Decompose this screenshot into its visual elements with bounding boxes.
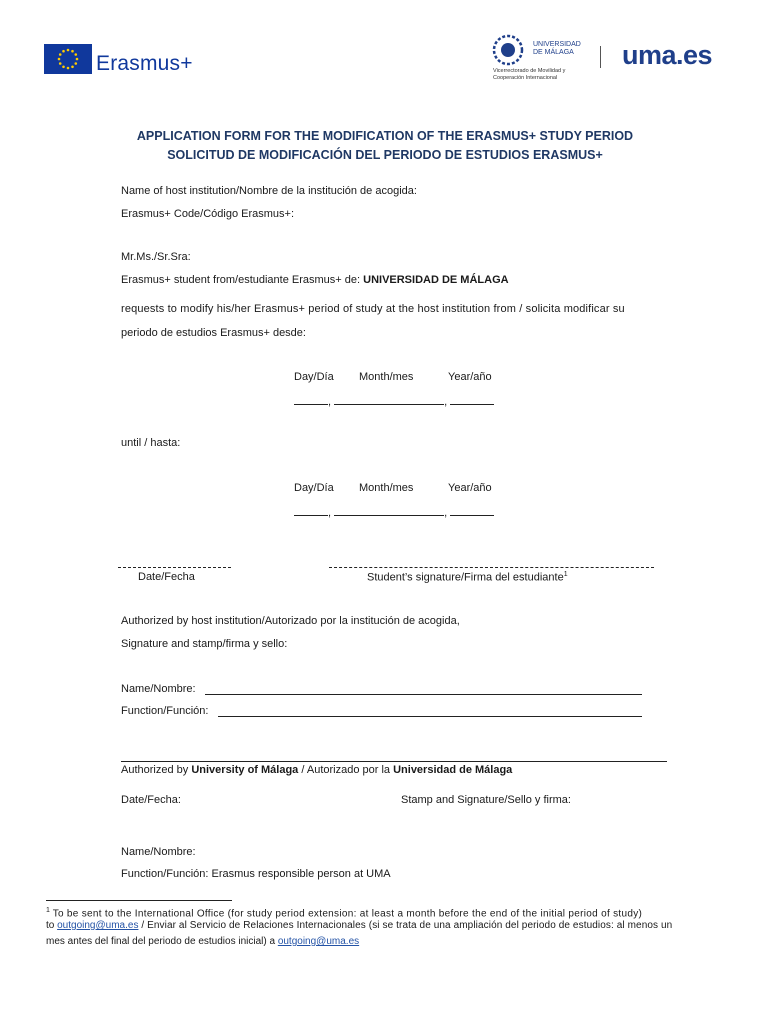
uma-es-logo: uma.es xyxy=(622,40,713,70)
mr-ms-label: Mr.Ms./Sr.Sra: xyxy=(121,251,191,263)
host-auth-line2: Signature and stamp/firma y sello: xyxy=(121,638,288,650)
section-divider xyxy=(121,761,667,762)
eu-star-icon xyxy=(74,62,77,65)
header-divider xyxy=(600,46,601,68)
email-link-2[interactable]: outgoing@uma.es xyxy=(277,936,360,947)
footnote-text2: / Enviar al Servicio de Relaciones Internacionales (si se trata de una ampliación del periodo de estudios: al menos un xyxy=(138,920,673,931)
uma-seal-icon xyxy=(492,34,528,69)
eu-star-icon xyxy=(67,67,70,70)
eu-star-icon xyxy=(76,58,79,61)
uma-auth-uni-en: University of Málaga xyxy=(191,764,299,776)
eu-star-icon xyxy=(71,65,74,68)
until-year-label: Year/año xyxy=(448,482,492,494)
student-signature-label xyxy=(367,571,568,584)
host-auth-line1: Authorized by host institution/Autorizado por la institución de acogida, xyxy=(121,615,460,627)
uma-auth-line xyxy=(121,764,512,776)
host-name-label: Name/Nombre: xyxy=(121,683,196,695)
until-label: until / hasta: xyxy=(121,437,181,449)
footnote-text3: mes antes del final del periodo de estudios inicial) a xyxy=(46,936,278,947)
footnote-line2 xyxy=(46,920,672,931)
until-date-blank[interactable]: , , xyxy=(294,505,494,519)
footnote-mark: 1 xyxy=(46,907,50,914)
eu-star-icon xyxy=(67,49,70,52)
erasmus-code-label: Erasmus+ Code/Código Erasmus+: xyxy=(121,208,295,220)
email-link-1[interactable]: outgoing@uma.es xyxy=(57,920,139,931)
eu-star-icon xyxy=(71,50,74,53)
request-text-line2: periodo de estudios Erasmus+ desde: xyxy=(121,327,306,339)
footnote-text1: To be sent to the International Office (for study period extension: at least a month before the end of the initial period of study) xyxy=(52,908,643,920)
uma-auth-middle: / Autorizado por la xyxy=(298,764,394,776)
from-date-blank[interactable]: , , xyxy=(294,394,494,408)
uma-auth-uni-es: Universidad de Málaga xyxy=(393,764,513,776)
footnote-separator xyxy=(46,900,232,901)
from-day-label: Day/Día xyxy=(294,371,334,383)
host-function-line[interactable] xyxy=(218,716,642,717)
uma-subtitle: Vicerrectorado de Movilidad y Cooperación Internacional xyxy=(493,68,566,81)
uma-auth-prefix: Authorized by xyxy=(121,764,192,776)
uma-stamp-label: Stamp and Signature/Sello y firma: xyxy=(401,794,571,806)
uma-function-label: Function/Función: Erasmus responsible person at UMA xyxy=(121,868,391,880)
form-title-en: APPLICATION FORM FOR THE MODIFICATION OF THE ERASMUS+ STUDY PERIOD xyxy=(136,129,634,143)
host-function-label: Function/Función: xyxy=(121,705,209,717)
until-month-label: Month/mes xyxy=(359,482,414,494)
student-from-university: UNIVERSIDAD DE MÁLAGA xyxy=(363,274,509,286)
eu-star-icon xyxy=(62,50,65,53)
eu-star-icon xyxy=(74,53,77,56)
date-signature-line[interactable] xyxy=(118,567,231,568)
date-label: Date/Fecha xyxy=(138,571,195,583)
student-signature-text: Student’s signature/Firma del estudiante xyxy=(367,571,564,584)
request-text-line1: requests to modify his/her Erasmus+ period of study at the host institution from / solicita modificar su xyxy=(121,303,625,315)
erasmus-logo-text: Erasmus+ xyxy=(96,52,193,75)
footnote-ref: 1 xyxy=(563,571,568,578)
from-month-label: Month/mes xyxy=(359,371,414,383)
eu-star-icon xyxy=(59,53,62,56)
eu-star-icon xyxy=(62,65,65,68)
host-name-line[interactable] xyxy=(205,694,642,695)
host-institution-label: Name of host institution/Nombre de la institución de acogida: xyxy=(121,185,417,197)
student-from-label: Erasmus+ student from/estudiante Erasmus+ de: xyxy=(121,274,364,286)
uma-date-label: Date/Fecha: xyxy=(121,794,181,806)
footnote-to: to xyxy=(46,920,55,931)
student-from xyxy=(121,274,509,286)
student-signature-line[interactable] xyxy=(329,567,654,568)
eu-star-icon xyxy=(59,62,62,65)
eu-star-icon xyxy=(58,58,61,61)
until-day-label: Day/Día xyxy=(294,482,334,494)
form-title-es: SOLICITUD DE MODIFICACIÓN DEL PERIODO DE ESTUDIOS ERASMUS+ xyxy=(167,148,603,162)
from-year-label: Year/año xyxy=(448,371,492,383)
uma-name: UNIVERSIDAD DE MÁLAGA xyxy=(533,41,581,56)
footnote-line1 xyxy=(46,907,642,919)
uma-name-label: Name/Nombre: xyxy=(121,846,196,858)
footnote-line3 xyxy=(46,936,359,947)
